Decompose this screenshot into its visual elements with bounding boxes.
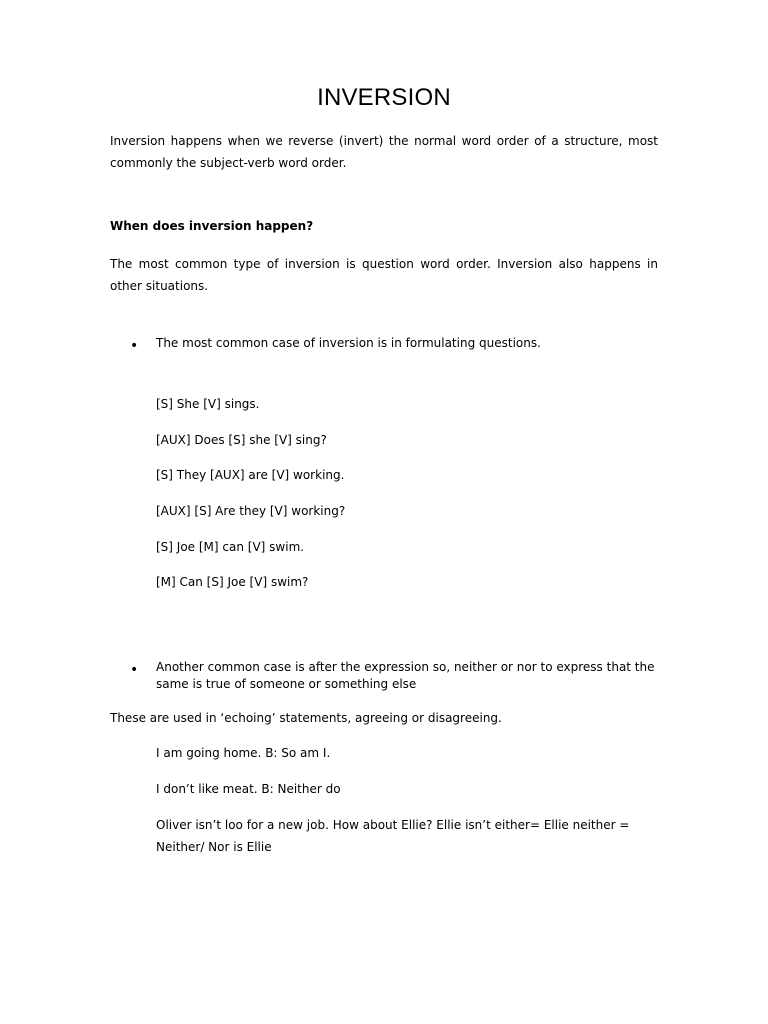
example-line: [S] Joe [M] can [V] swim. <box>156 540 305 554</box>
bullet-icon: • <box>130 338 139 354</box>
intro-paragraph: Inversion happens when we reverse (invert) the normal word order of a structure, most commonly the subject-verb word order. <box>110 134 658 170</box>
bullet-text: Another common case is after the expression so, neither or nor to express that the same is true of someone or something else <box>156 660 655 691</box>
bullet-text: The most common case of inversion is in formulating questions. <box>156 336 541 350</box>
echo-example-line: I am going home. B: So am I. <box>156 746 331 760</box>
example-line: [S] She [V] sings. <box>156 397 260 411</box>
example-line: [AUX] Does [S] she [V] sing? <box>156 433 327 447</box>
section-heading: When does inversion happen? <box>110 219 314 233</box>
document-title: INVERSION <box>317 84 451 111</box>
example-line: [AUX] [S] Are they [V] working? <box>156 504 346 518</box>
overview-paragraph: The most common type of inversion is question word order. Inversion also happens in other situations. <box>110 257 658 293</box>
echo-example-line: I don’t like meat. B: Neither do <box>156 782 341 796</box>
echo-intro-paragraph: These are used in ‘echoing’ statements, agreeing or disagreeing. <box>110 711 502 725</box>
example-line: [S] They [AUX] are [V] working. <box>156 468 345 482</box>
bullet-icon: • <box>130 662 139 678</box>
example-line: [M] Can [S] Joe [V] swim? <box>156 575 309 589</box>
echo-example-line: Oliver isn’t loo for a new job. How about Ellie? Ellie isn’t either= Ellie neither = Neither/ Nor is Ellie <box>156 818 630 854</box>
